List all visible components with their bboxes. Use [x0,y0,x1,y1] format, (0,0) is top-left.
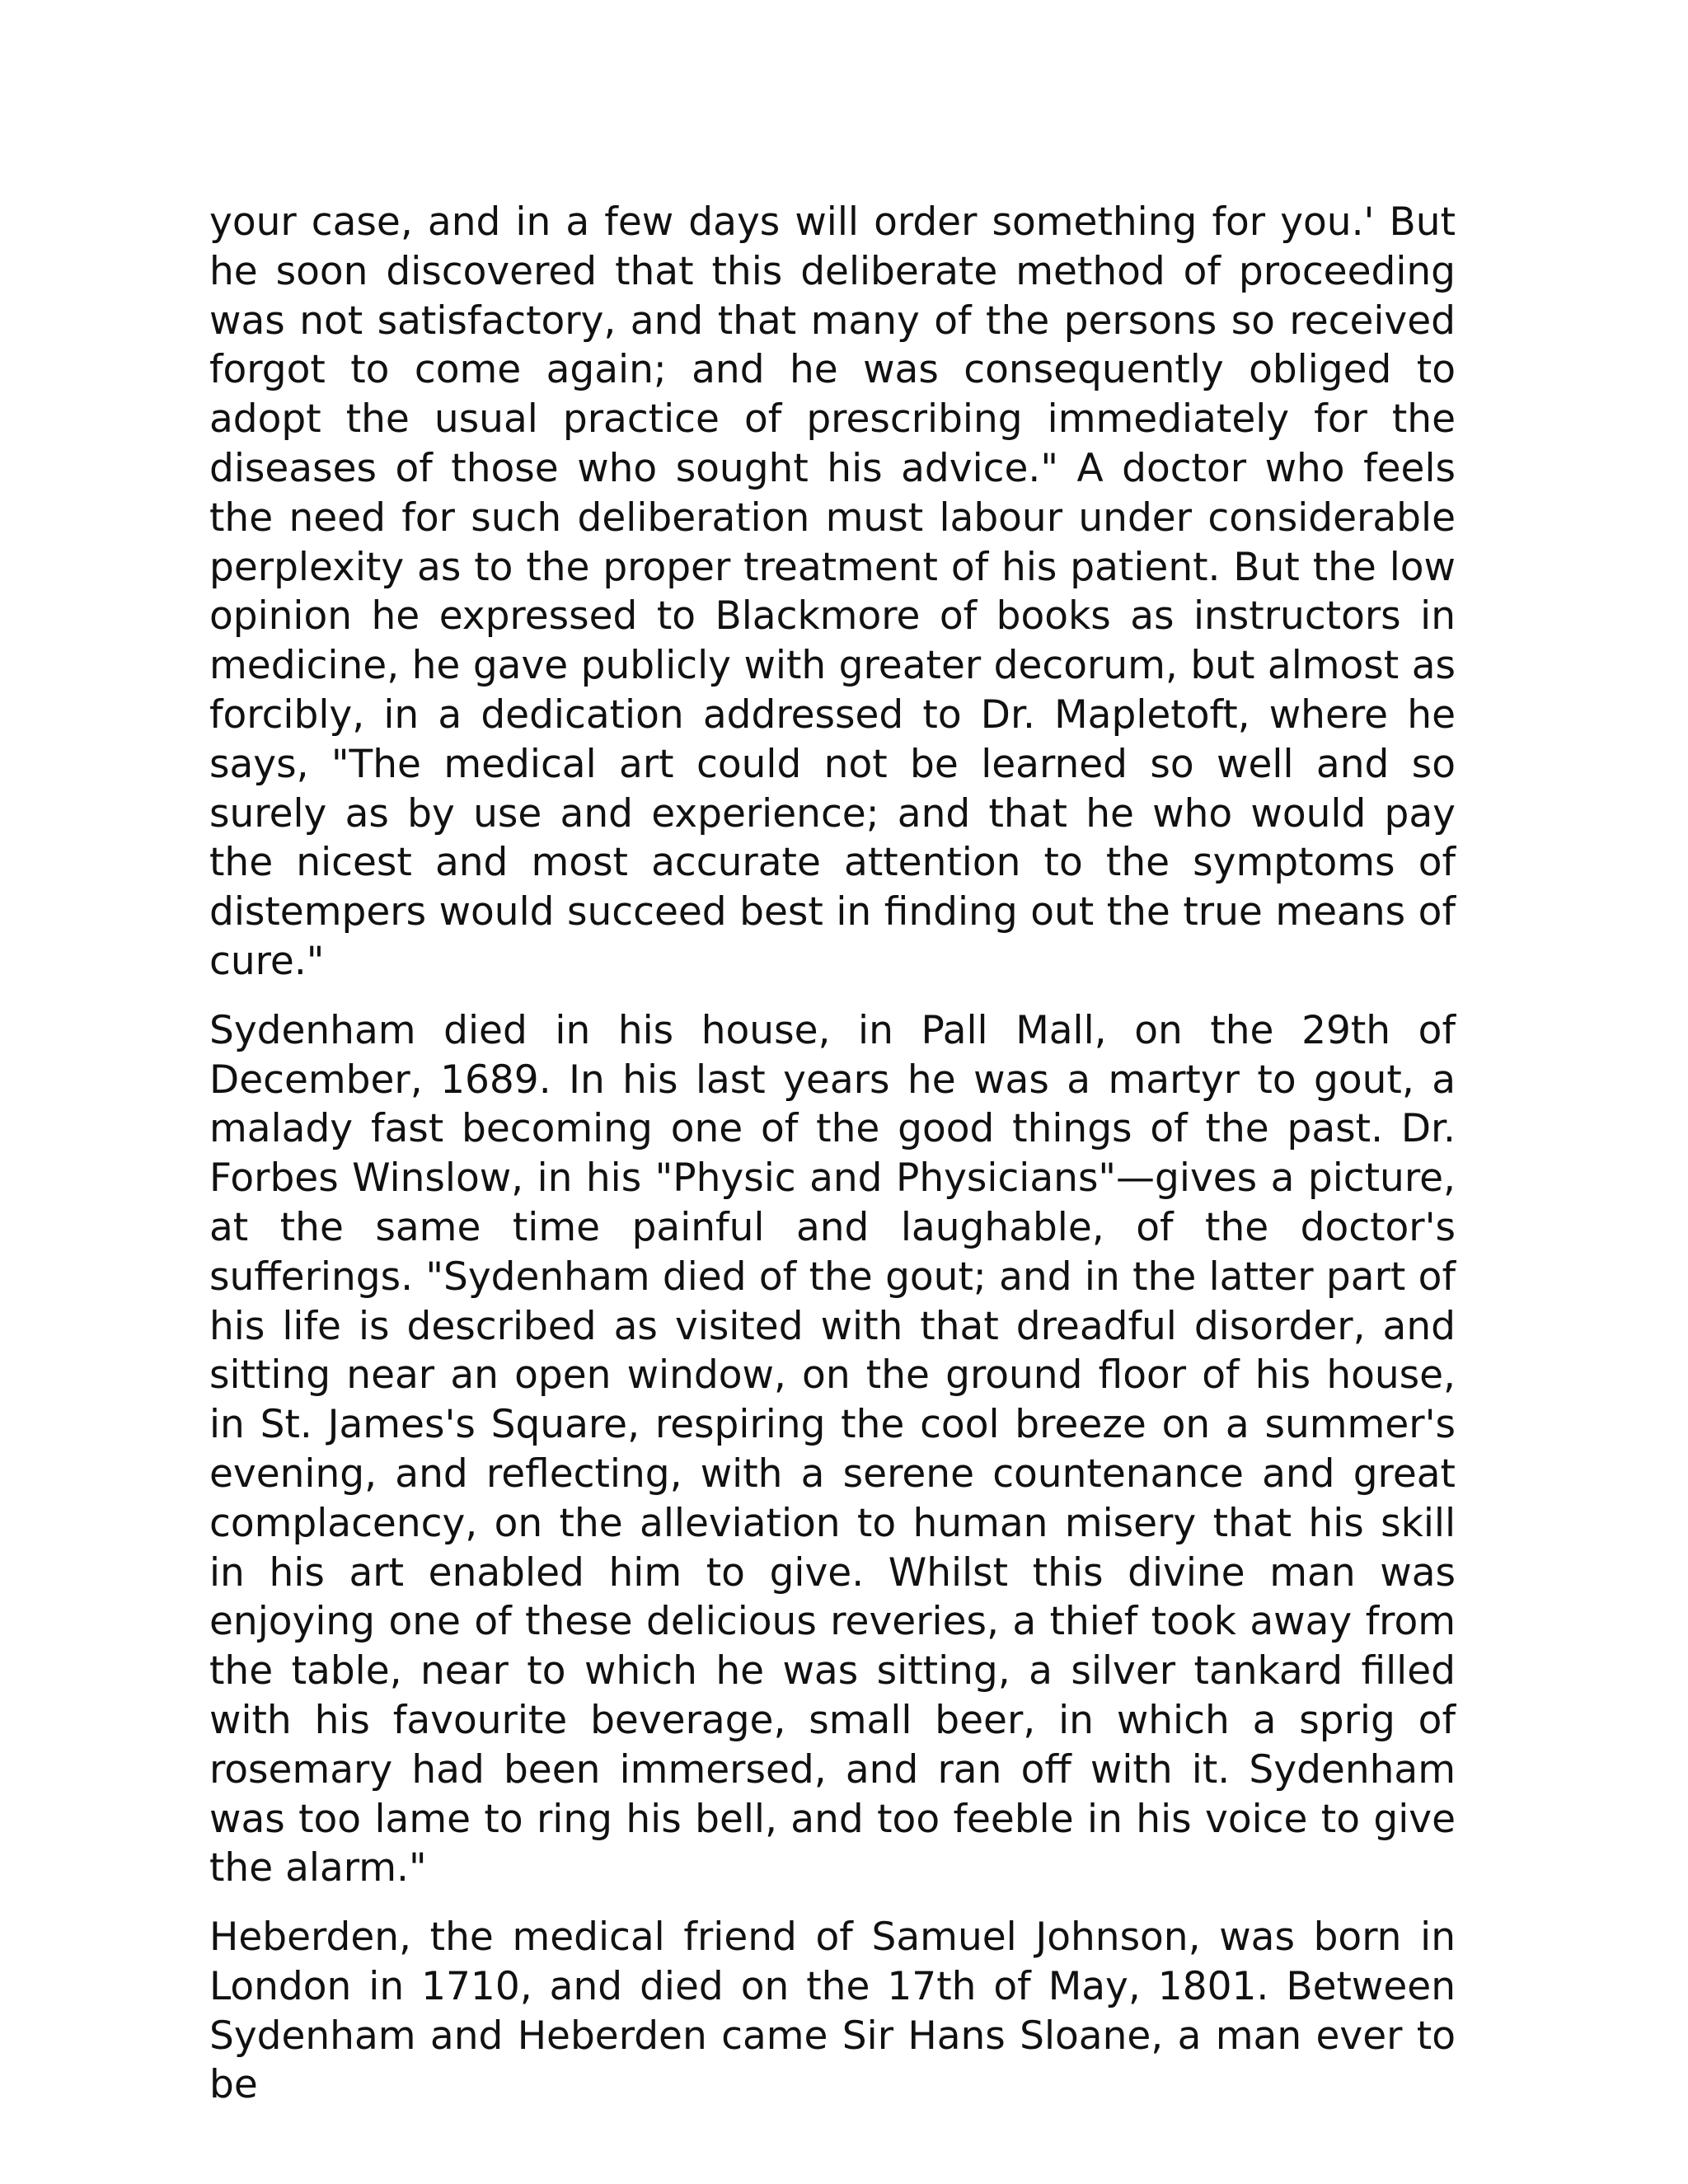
paragraph-heberden: Heberden, the medical friend of Samuel Johnson, was born in London in 1710, and died on the 17th of May, 1801. Between Sydenham and Heberden came Sir Hans Sloane, a man ever to be [209,1915,1456,2108]
paragraph-sydenham-death: Sydenham died in his house, in Pall Mall, on the 29th of December, 1689. In his last years he was a martyr to gout, a malady fast becoming one of the good things of the past. Dr. Forbes Winslow, in his "Physic and Physicians"—gives a picture, at the same time painful and laughable, of the doctor's sufferings. "Sydenham died of the gout; and in the latter part of his life is described as visited with that dreadful disorder, and sitting near an open window, on the ground floor of his house, in St. James's Square, respiring the cool breeze on a summer's evening, and reflecting, with a serene countenance and great complacency, on the alleviation to human misery that his skill in his art enabled him to give. Whilst this divine man was enjoying one of these delicious reveries, a thief took away from the table, near to which he was sitting, a silver tankard filled with his favourite beverage, small beer, in which a sprig of rosemary had been immersed, and ran off with it. Sydenham was too lame to ring his bell, and too feeble in his voice to give the alarm." [209,1007,1456,1891]
page-body [209,198,1456,2110]
paragraph-sydenham-method: your case, and in a few days will order something for you.' But he soon discovered that this deliberate method of proceeding was not satisfactory, and that many of the persons so received forgot to come again; and he was consequently obliged to adopt the usual practice of prescribing immediately for the diseases of those who sought his advice." A doctor who feels the need for such deliberation must labour under considerable perplexity as to the proper treatment of his patient. But the low opinion he expressed to Blackmore of books as instructors in medicine, he gave publicly with greater decorum, but almost as forcibly, in a dedication addressed to Dr. Mapletoft, where he says, "The medical art could not be learned so well and so surely as by use and experience; and that he who would pay the nicest and most accurate attention to the symptoms of distempers would succeed best in finding out the true means of cure." [209,199,1456,984]
